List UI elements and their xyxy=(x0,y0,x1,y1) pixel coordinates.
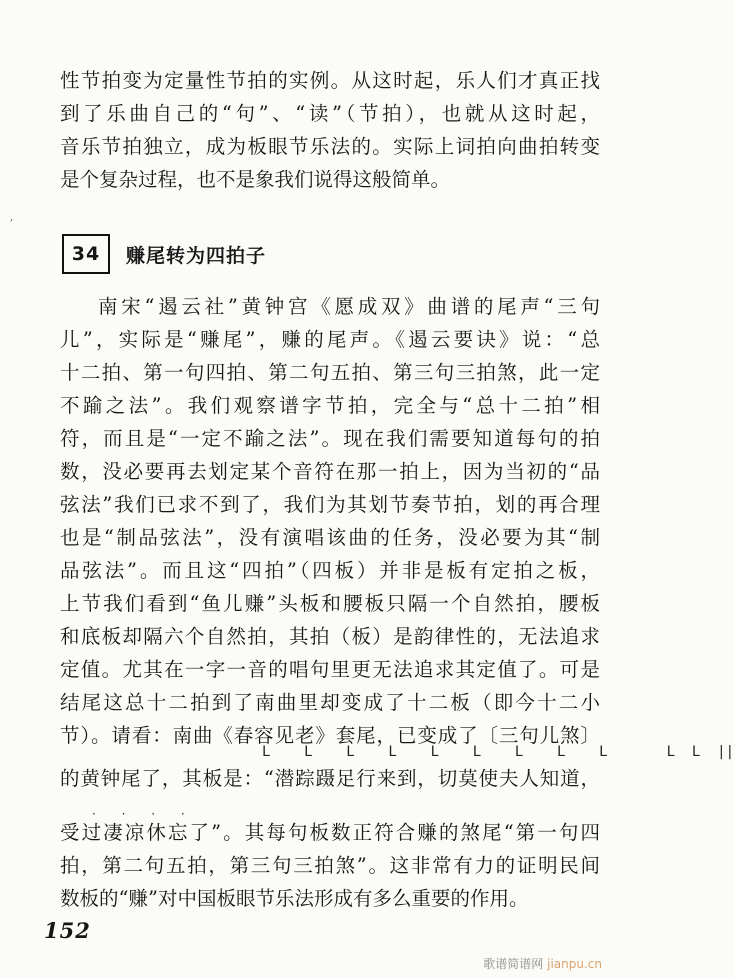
main-line-7: 弦法”我们已求不到了，我们为其划节奏节拍，划的再合理 xyxy=(60,493,600,516)
main-line-9: 品弦法”。而且这“四拍”（四板）并非是板有定拍之板， xyxy=(60,559,600,582)
main-line-12: 定值。尤其在一字一音的唱句里更无法追求其定值了。可是 xyxy=(60,658,600,681)
main-line-1: 南宋“遏云社”黄钟宫《愿成双》曲谱的尾声“三句 xyxy=(98,295,600,318)
main-line-11: 和底板却隔六个自然拍，其拍（板）是韵律性的，无法追求 xyxy=(60,625,600,648)
main-line-10: 上节我们看到“鱼儿赚”头板和腰板只隔一个自然拍，腰板 xyxy=(60,592,600,615)
main-line-6: 数，没必要再去划定某个音符在那一拍上，因为当初的“品 xyxy=(60,460,600,483)
closing-line-1: 受过凄凉休忘了”。其每句板数正符合赚的煞尾“第一句四 xyxy=(60,821,600,844)
main-line-8: 也是“制品弦法”，没有演唱该曲的任务，没必要为其“制 xyxy=(60,526,600,549)
watermark-text: 歌谱简谱网 xyxy=(483,957,544,971)
main-line-14: 节）。请看：南曲《春容见老》套尾，已变成了〔三句儿煞〕 xyxy=(60,724,600,747)
section-title: 赚尾转为四拍子 xyxy=(126,244,267,267)
section-number-box: 34 xyxy=(62,234,110,274)
print-speck: , xyxy=(10,212,14,223)
example-line: 的黄钟尾了，其板是：“潜踪蹑足行来到，切莫使夫人知道， xyxy=(60,767,600,790)
intro-line-4: 是个复杂过程，也不是象我们说得这般简单。 xyxy=(60,168,451,191)
intro-line-3: 音乐节拍独立，成为板眼节乐法的。实际上词拍向曲拍转变 xyxy=(60,135,600,158)
main-line-2: 儿”，实际是“赚尾”，赚的尾声。《遏云要诀》说：“总 xyxy=(60,328,600,351)
main-line-4: 不踰之法”。我们观察谱字节拍，完全与“总十二拍”相 xyxy=(60,394,600,417)
watermark xyxy=(483,955,602,972)
beat-notation-marks: L L L L L L L L L L L || xyxy=(262,744,734,760)
intro-line-1: 性节拍变为定量性节拍的实例。从这时起，乐人们才真正找 xyxy=(60,69,600,92)
main-line-5: 符，而且是“一定不踰之法”。现在我们需要知道每句的拍 xyxy=(60,427,600,450)
beat-dot-marks: · · · · xyxy=(92,807,196,821)
main-line-3: 十二拍、第一句四拍、第二句五拍、第三句三拍煞，此一定 xyxy=(60,361,600,384)
section-heading xyxy=(62,233,266,275)
watermark-site: jianpu.cn xyxy=(547,957,602,971)
intro-line-2: 到了乐曲自己的“句”、“读”（节拍），也就从这时起， xyxy=(60,102,600,125)
closing-line-3: 数板的“赚”对中国板眼节乐法形成有多么重要的作用。 xyxy=(60,887,529,910)
closing-line-2: 拍，第二句五拍，第三句三拍煞”。这非常有力的证明民间 xyxy=(60,854,600,877)
main-line-13: 结尾这总十二拍到了南曲里却变成了十二板（即今十二小 xyxy=(60,691,600,714)
page-number: 152 xyxy=(44,918,91,943)
